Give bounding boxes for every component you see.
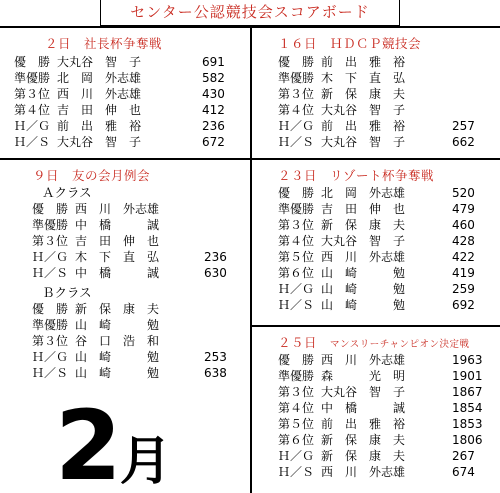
section-9th [33,168,233,184]
player-name: 前 出 雅 裕 [321,417,406,431]
player-name: 大丸谷 智 子 [321,135,406,149]
page-title: センター公認競技会スコアボード [100,0,400,26]
results-9th-class-b [32,301,250,381]
rank-label: 第３位 [278,218,315,232]
result-row [14,70,244,86]
rank-label: Ｈ／Ｓ [278,135,315,149]
score-value: 630 [204,266,227,280]
player-name: 吉 田 伸 也 [75,234,160,248]
player-name: 西 川 外志雄 [57,87,142,101]
player-name: 前 出 雅 裕 [321,119,406,133]
player-name: 中 橋 誠 [321,401,406,415]
rank-label: Ｈ／Ｓ [32,266,69,280]
divider-vertical [250,26,252,493]
rank-label: Ｈ／Ｇ [278,282,315,296]
result-row [278,54,498,70]
result-row [278,352,498,368]
result-row [32,301,250,317]
score-value: 419 [452,266,475,280]
rank-label: Ｈ／Ｓ [14,135,51,149]
rank-label: 優 勝 [32,302,69,316]
player-name: 山 崎 勉 [75,318,160,332]
rank-label: 第３位 [278,87,315,101]
score-value: 259 [452,282,475,296]
player-name: 新 保 康 夫 [321,218,406,232]
result-row [14,86,244,102]
score-value: 412 [202,103,225,117]
player-name: 西 川 外志雄 [321,250,406,264]
class-a-block [32,185,250,201]
score-value: 1963 [452,353,483,367]
result-row [278,265,498,281]
result-row [278,416,498,432]
section-23rd [278,168,493,184]
result-row [278,102,498,118]
rank-label: Ｈ／Ｇ [278,449,315,463]
player-name: 山 崎 勉 [75,366,160,380]
result-row [32,317,250,333]
section-25th [278,335,500,353]
player-name: 吉 田 伸 也 [321,202,406,216]
result-row [278,400,498,416]
player-name: 中 橋 誠 [75,218,160,232]
score-value: 267 [452,449,475,463]
rank-label: 第４位 [278,234,315,248]
section-2nd [45,36,245,52]
player-name: 北 岡 外志雄 [321,186,406,200]
score-value: 582 [202,71,225,85]
rank-label: Ｈ／Ｇ [32,250,69,264]
score-value: 691 [202,55,225,69]
result-row [32,265,250,281]
player-name: 西 川 外志雄 [321,353,406,367]
result-row [32,333,250,349]
result-row [32,233,250,249]
rank-label: Ｈ／Ｇ [278,119,315,133]
result-row [278,464,498,480]
player-name: 新 保 康 夫 [75,302,160,316]
rank-label: 第５位 [278,250,315,264]
section-title: ９日 友の会月例会 [33,168,151,183]
section-16th [278,36,493,52]
score-value: 674 [452,465,475,479]
result-row [278,368,498,384]
class-a-label: Ａクラス [42,185,92,200]
player-name: 山 崎 勉 [75,350,160,364]
rank-label: Ｈ／Ｓ [278,298,315,312]
player-name: 新 保 康 夫 [321,87,406,101]
score-value: 257 [452,119,475,133]
rank-label: 第３位 [14,87,51,101]
rank-label: 準優勝 [14,71,51,85]
section-title: １６日 ＨＤＣＰ競技会 [278,36,422,51]
rank-label: 準優勝 [32,318,69,332]
result-row [32,249,250,265]
rank-label: Ｈ／Ｇ [32,350,69,364]
result-row [32,201,250,217]
section-title: ２５日 マンスリーチャンピオン決定戦 [278,335,470,350]
rank-label: 第３位 [32,334,69,348]
rank-label: 第３位 [278,385,315,399]
result-row [278,118,498,134]
result-row [278,201,498,217]
rank-label: 優 勝 [278,353,315,367]
month-number: 2 [55,390,120,493]
score-value: 692 [452,298,475,312]
player-name: 大丸谷 智 子 [321,103,406,117]
player-name: 吉 田 伸 也 [57,103,142,117]
player-name: 木 下 直 弘 [321,71,406,85]
player-name: 森 光 明 [321,369,406,383]
rank-label: 第４位 [14,103,51,117]
rank-label: 準優勝 [278,369,315,383]
results-9th-class-a [32,201,250,281]
section-title: ２３日 リゾート杯争奪戦 [278,168,435,183]
result-row [14,134,244,150]
result-row [14,118,244,134]
rank-label: 第５位 [278,417,315,431]
player-name: 前 出 雅 裕 [321,55,406,69]
player-name: 木 下 直 弘 [75,250,160,264]
player-name: 大丸谷 智 子 [57,55,142,69]
player-name: 西 川 外志雄 [321,465,406,479]
rank-label: 優 勝 [32,202,69,216]
score-value: 1806 [452,433,483,447]
score-value: 1901 [452,369,483,383]
results-23rd [278,185,498,313]
score-value: 236 [204,250,227,264]
player-name: 西 川 外志雄 [75,202,160,216]
result-row [278,384,498,400]
result-row [278,249,498,265]
score-value: 1867 [452,385,483,399]
player-name: 山 崎 勉 [321,298,406,312]
rank-label: 準優勝 [32,218,69,232]
rank-label: Ｈ／Ｇ [14,119,51,133]
result-row [32,217,250,233]
rank-label: 優 勝 [278,186,315,200]
result-row [32,349,250,365]
results-16th [278,54,498,150]
score-value: 672 [202,135,225,149]
rank-label: 第３位 [32,234,69,248]
result-row [278,185,498,201]
player-name: 谷 口 浩 和 [75,334,160,348]
score-value: 520 [452,186,475,200]
score-value: 662 [452,135,475,149]
rank-label: 第６位 [278,266,315,280]
result-row [278,233,498,249]
player-name: 新 保 康 夫 [321,449,406,463]
result-row [278,86,498,102]
class-b-block [32,285,250,301]
score-value: 430 [202,87,225,101]
score-value: 1853 [452,417,483,431]
rank-label: 第４位 [278,103,315,117]
result-row [278,297,498,313]
results-25th [278,352,498,480]
rank-label: 優 勝 [14,55,51,69]
rank-label: 第６位 [278,433,315,447]
player-name: 大丸谷 智 子 [57,135,142,149]
result-row [278,281,498,297]
result-row [278,217,498,233]
rank-label: 準優勝 [278,202,315,216]
score-value: 236 [202,119,225,133]
player-name: 中 橋 誠 [75,266,160,280]
result-row [32,365,250,381]
rank-label: 第４位 [278,401,315,415]
rank-label: 優 勝 [278,55,315,69]
score-value: 479 [452,202,475,216]
score-value: 1854 [452,401,483,415]
divider-lower-right [250,325,500,327]
player-name: 山 崎 勉 [321,266,406,280]
month-unit: 月 [119,432,172,492]
player-name: 北 岡 外志雄 [57,71,142,85]
result-row [14,102,244,118]
score-value: 638 [204,366,227,380]
result-row [278,432,498,448]
score-value: 460 [452,218,475,232]
score-value: 253 [204,350,227,364]
player-name: 前 出 雅 裕 [57,119,142,133]
score-value: 422 [452,250,475,264]
divider-mid-right [250,158,500,160]
player-name: 大丸谷 智 子 [321,385,406,399]
result-row [278,448,498,464]
month-label [55,390,172,493]
rank-label: Ｈ／Ｓ [32,366,69,380]
class-b-label: Ｂクラス [42,285,92,300]
player-name: 山 崎 勉 [321,282,406,296]
player-name: 大丸谷 智 子 [321,234,406,248]
divider-mid-left [0,158,252,160]
rank-label: Ｈ／Ｓ [278,465,315,479]
score-value: 428 [452,234,475,248]
result-row [278,70,498,86]
section-title: ２日 社長杯争奪戦 [45,36,163,51]
rank-label: 準優勝 [278,71,315,85]
result-row [278,134,498,150]
results-2nd [14,54,244,150]
player-name: 新 保 康 夫 [321,433,406,447]
result-row [14,54,244,70]
